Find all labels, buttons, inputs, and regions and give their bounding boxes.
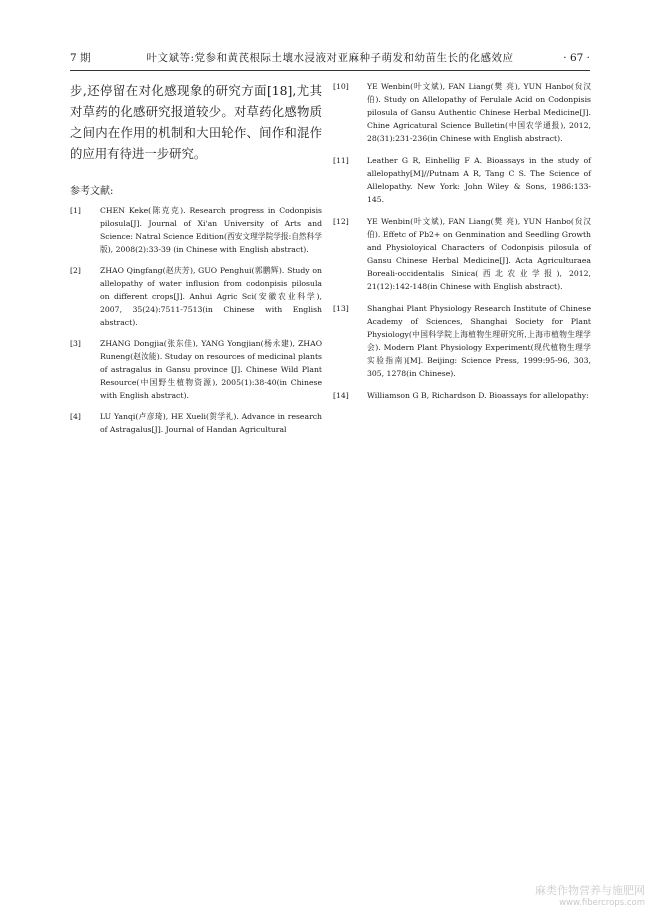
reference-number: [3] xyxy=(70,339,81,348)
reference-text: YE Wenbin(叶文斌), FAN Liang(樊 亮), YUN Hanbo(贠汉伯). Study on Allelopathy of Ferulale Acid on Codonpisis pilosula of Gansu Authentic Chinese Herbal Medicine[J]. Chine Agricatural Science Bulletin(中国农学通报), 2012, 28(31):231-236(in Chinese with English abstract). xyxy=(367,82,591,143)
reference-text: Leather G R, Einhellig F A. Bioassays in the study of allelopathy[M]//Putnam A R, Tang C S. The Science of Allelopathy. New York: John Wiley & Sons, 1986:133-145. xyxy=(367,156,591,204)
reference-text: Williamson G B, Richardson D. Bioassays for allelopathy: xyxy=(367,391,589,400)
watermark-url: www.fibercrops.com xyxy=(559,898,645,908)
header-rule xyxy=(70,70,590,71)
reference-item xyxy=(333,302,591,380)
reference-number: [12] xyxy=(333,217,349,226)
body-paragraph: 步,还停留在对化感现象的研究方面[18],尤其对草药的化感研究报道较少。对草药化感物质之间内在作用的机制和大田轮作、间作和混作的应用有待进一步研究。 xyxy=(70,83,322,161)
reference-text: Shanghai Plant Physiology Research Institute of Chinese Academy of Sciences, Shanghai Society for Plant Physiology(中国科学院上海植物生理研究所,上海市植物生理学会). Modern Plant Physiology Experiment(现代植物生理学实验指南)[M]. Beijing: Science Press, 1999:95-96, 303, 305, 1278(in Chinese). xyxy=(367,304,591,378)
reference-number: [2] xyxy=(70,266,81,275)
reference-number: [1] xyxy=(70,206,81,215)
watermark-text: 麻类作物营养与施肥网 xyxy=(535,884,645,897)
reference-text: YE Wenbin(叶文斌), FAN Liang(樊 亮), YUN Hanbo(贠汉伯). Effetc of Pb2+ on Genmination and Seedling Growth and Physioloyical Characters of Codonpisis pilosula of Gansu Chinese Herbal Medicine[J]. Acta Agriculturaea Boreali-occidentalis Sinica(西北农业学报), 2012, 21(12):142-148(in Chinese with English abstract). xyxy=(367,217,591,291)
right-column xyxy=(333,80,591,411)
page-header xyxy=(70,48,590,68)
issue-number: 7 期 xyxy=(70,52,91,64)
site-watermark xyxy=(470,884,645,909)
reference-item xyxy=(70,264,322,329)
reference-item xyxy=(70,410,322,436)
running-title: 叶文斌等:党参和黄芪根际土壤水浸液对亚麻种子萌发和幼苗生长的化感效应 xyxy=(146,52,514,64)
reference-number: [13] xyxy=(333,304,349,313)
reference-text: ZHAO Qingfang(赵庆芳), GUO Penghui(郭鹏辉). Study on allelopathy of water influsion from codonpisis pilosula on different crops[J]. Anhui Agric Sci(安徽农业科学), 2007, 35(24):7511-7513(in Chinese with English abstract). xyxy=(100,266,322,327)
reference-number: [10] xyxy=(333,82,349,91)
left-column xyxy=(70,80,322,444)
reference-number: [14] xyxy=(333,391,349,400)
reference-number: [11] xyxy=(333,156,349,165)
reference-item xyxy=(333,80,591,145)
references-heading: 参考文献: xyxy=(70,186,114,197)
reference-item xyxy=(333,389,591,402)
reference-item xyxy=(70,204,322,256)
reference-text: ZHANG Dongjia(张东佳), YANG Yongjian(杨永建), ZHAO Runeng(赵汝能). Studay on resources of medicinal plants of astragalus in Gansu province [J]. Chinese Wild Plant Resource(中国野生植物资源), 2005(1):38-40(in Chinese with English abstract). xyxy=(100,339,322,400)
reference-item xyxy=(333,215,591,293)
reference-item xyxy=(70,337,322,402)
page-number: · 67 · xyxy=(563,52,590,64)
reference-text: CHEN Keke(陈克克). Research progress in Codonpisis pilosula[J]. Journal of Xi'an University of Arts and Science: Natral Science Edition(西安文理学院学报:自然科学版), 2008(2):33-39 (in Chinese with English abstract). xyxy=(100,206,322,254)
reference-item xyxy=(333,154,591,206)
reference-number: [4] xyxy=(70,412,81,421)
reference-text: LU Yanqi(卢彦琦), HE Xueli(贺学礼). Advance in research of Astragalus[J]. Journal of Handan Agricultural xyxy=(100,412,322,434)
